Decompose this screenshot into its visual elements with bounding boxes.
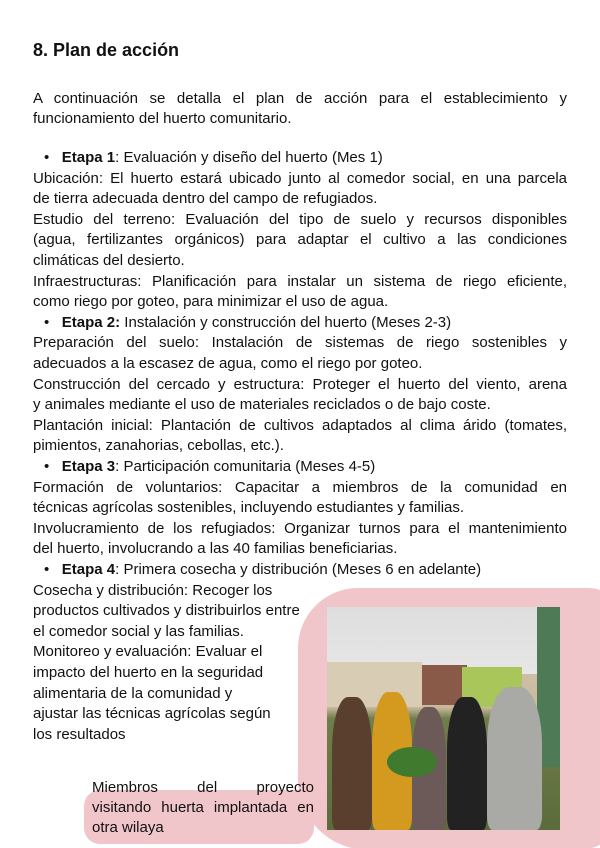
bullet-icon: • <box>44 149 50 166</box>
section-title: 8. Plan de acción <box>33 40 180 60</box>
etapa-label: Etapa 4 <box>61 561 116 578</box>
body-line: impacto del huerto en la seguridad <box>33 664 264 681</box>
body-line: del huerto, involucrando a las 40 familias beneficiarias. <box>33 540 398 558</box>
body-line: climáticas del desierto. <box>33 252 185 269</box>
body-line: pimientos, zanahorias, cebollas, etc.). <box>33 437 284 455</box>
body-line: Formación de voluntarios: Capacitar a miembros de la comunidad en <box>33 478 567 496</box>
body-line: técnicas agrícolas sostenibles, incluyendo estudiantes y familias. <box>33 499 465 517</box>
caption-line: visitando huerta implantada en <box>92 799 314 816</box>
body-line: como riego por goteo, para minimizar el uso de agua. <box>33 293 389 311</box>
body-line: Ubicación: El huerto estará ubicado junto al comedor social, en una parcela <box>33 169 567 187</box>
body-line: el comedor social y las familias. <box>33 622 244 640</box>
body-line: (agua, fertilizantes orgánicos) para adaptar el cultivo a las condiciones <box>33 231 567 249</box>
body-line: Preparación del suelo: Instalación de sistemas de riego sostenibles y <box>33 334 567 352</box>
etapa-description: Instalación y construcción del huerto (Meses 2-3) <box>120 313 452 331</box>
body-line: y animales mediante el uso de materiales reciclados o de bajo coste. <box>33 396 491 414</box>
etapa-description: : Participación comunitaria (Meses 4-5) <box>115 458 376 475</box>
body-line: Construcción del cercado y estructura: Proteger el huerto del viento, arena <box>33 375 567 393</box>
caption-box <box>84 779 314 844</box>
etapa-2-bullet <box>44 313 451 333</box>
intro-line: funcionamiento del huerto comunitario. <box>33 110 292 127</box>
etapa-description: : Primera cosecha y distribución (Meses 6 en adelante) <box>115 561 482 578</box>
etapa-label: Etapa 3 <box>61 458 116 475</box>
caption-line: Miembros del proyecto <box>92 779 314 796</box>
intro-line: A continuación se detalla el plan de acción para el establecimiento y <box>33 90 567 107</box>
etapa-1-bullet <box>44 148 383 168</box>
body-line: los resultados <box>33 725 126 743</box>
etapa-3-bullet <box>44 457 375 477</box>
caption-line: otra wilaya <box>92 819 164 836</box>
project-photo <box>327 607 560 830</box>
body-line: de tierra adecuada dentro del campo de refugiados. <box>33 190 378 208</box>
body-line: Cosecha y distribución: Recoger los <box>33 581 273 599</box>
body-line: productos cultivados y distribuirlos entre <box>33 602 300 620</box>
body-line: Infraestructuras: Planificación para instalar un sistema de riego eficiente, <box>33 272 567 290</box>
etapa-label: Etapa 2: <box>61 313 121 331</box>
etapa-description: : Evaluación y diseño del huerto (Mes 1) <box>115 149 383 166</box>
body-line: Plantación inicial: Plantación de cultivos adaptados al clima árido (tomates, <box>33 416 567 434</box>
etapa-label: Etapa 1 <box>61 149 116 166</box>
bullet-icon: • <box>44 561 50 578</box>
bullet-icon: • <box>44 313 50 331</box>
body-line: Involucramiento de los refugiados: Organizar turnos para el mantenimiento <box>33 519 567 537</box>
body-line: adecuados a la escasez de agua, como el riego por goteo. <box>33 355 423 372</box>
body-line: ajustar las técnicas agrícolas según <box>33 705 271 723</box>
etapa-4-bullet <box>44 560 481 580</box>
body-line: Monitoreo y evaluación: Evaluar el <box>33 643 263 661</box>
body-line: Estudio del terreno: Evaluación del tipo de suelo y recursos disponibles <box>33 210 567 228</box>
body-line: alimentaria de la comunidad y <box>33 684 233 702</box>
bullet-icon: • <box>44 458 50 475</box>
